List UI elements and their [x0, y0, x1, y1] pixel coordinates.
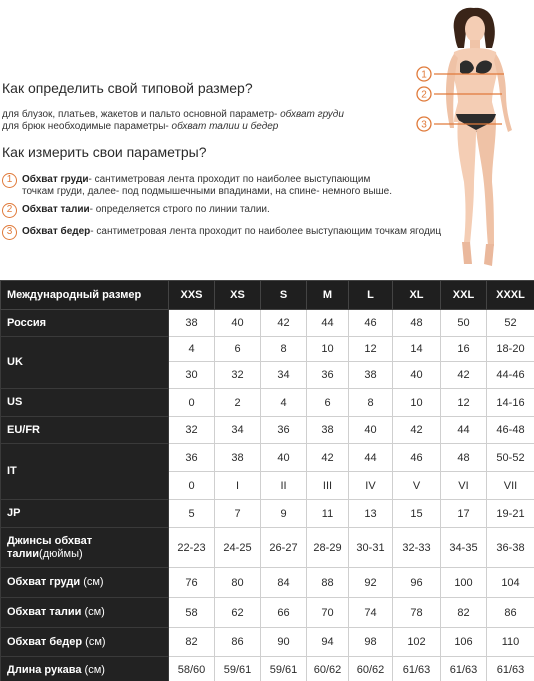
table-cell: 44: [441, 417, 487, 444]
measure-desc-chest: - сантиметровая лента проходит по наиболее выступающим: [88, 174, 371, 185]
table-cell: 44: [307, 310, 349, 337]
number-2-icon: 2: [2, 203, 17, 218]
table-cell: 12: [441, 389, 487, 417]
table-cell: 18-20: [487, 337, 534, 362]
intro-line-2: [2, 121, 278, 133]
intro-emphasis-1: обхват груди: [280, 109, 344, 120]
table-row-hips: [1, 628, 534, 657]
table-row-jeans: [1, 528, 534, 568]
header-size: XXS: [169, 281, 215, 310]
table-cell: 42: [307, 444, 349, 472]
figure-marker-3: 3: [421, 119, 427, 131]
measure-item-hips: [2, 226, 441, 240]
row-label-unit: (см): [83, 576, 104, 588]
table-cell: 76: [169, 568, 215, 598]
table-cell: 48: [441, 444, 487, 472]
table-cell: I: [215, 472, 261, 500]
table-cell: 36: [261, 417, 307, 444]
measure-desc-waist: - определяется строго по линии талии.: [89, 204, 270, 215]
table-cell: 60/62: [349, 657, 393, 681]
figure-marker-2: 2: [421, 89, 427, 101]
intro-emphasis-2: обхват талии и бедер: [171, 121, 279, 132]
table-cell: 17: [441, 500, 487, 528]
table-cell: 58/60: [169, 657, 215, 681]
size-chart-table: [0, 280, 534, 681]
table-cell: 66: [261, 598, 307, 628]
table-cell: 0: [169, 472, 215, 500]
header-size: XXL: [441, 281, 487, 310]
row-label: IT: [1, 444, 169, 500]
intro-line-1: [2, 109, 344, 121]
table-cell: 28-29: [307, 528, 349, 568]
row-label-jeans-2: талии: [7, 547, 40, 560]
table-cell: 38: [349, 362, 393, 389]
table-header-row: [1, 281, 534, 310]
table-cell: 50-52: [487, 444, 534, 472]
table-cell: 9: [261, 500, 307, 528]
table-cell: 12: [349, 337, 393, 362]
table-cell: 78: [393, 598, 441, 628]
table-cell: 6: [307, 389, 349, 417]
measure-title-waist: Обхват талии: [22, 204, 90, 215]
table-cell: 48: [393, 310, 441, 337]
row-label: JP: [1, 500, 169, 528]
measure-text-chest: [22, 174, 392, 198]
table-cell: 50: [441, 310, 487, 337]
woman-figure-illustration: [412, 2, 532, 270]
measure-desc-chest-2: точкам груди, далее- под подмышечными впадинами, на спине- немного выше.: [22, 186, 393, 197]
table-cell: VII: [487, 472, 534, 500]
table-row-waist: [1, 598, 534, 628]
table-cell: 7: [215, 500, 261, 528]
row-label-text: Обхват бедер: [7, 635, 83, 648]
table-cell: 94: [307, 628, 349, 657]
table-cell: 16: [441, 337, 487, 362]
table-cell: 2: [215, 389, 261, 417]
header-size: L: [349, 281, 393, 310]
table-cell: 100: [441, 568, 487, 598]
table-cell: 84: [261, 568, 307, 598]
table-cell: 61/63: [441, 657, 487, 681]
table-row-jp: [1, 500, 534, 528]
table-cell: 34-35: [441, 528, 487, 568]
table-cell: 36-38: [487, 528, 534, 568]
table-cell: 32: [215, 362, 261, 389]
number-3-icon: 3: [2, 225, 17, 240]
table-cell: IV: [349, 472, 393, 500]
table-cell: 38: [169, 310, 215, 337]
table-cell: 34: [215, 417, 261, 444]
table-row-uk-1: [1, 337, 534, 362]
table-cell: 90: [261, 628, 307, 657]
intro-text-2: для брюк необходимые параметры-: [2, 121, 169, 132]
table-cell: 8: [349, 389, 393, 417]
row-label-waist: [1, 598, 169, 628]
intro-text-1: для блузок, платьев, жакетов и пальто основной параметр-: [2, 109, 278, 120]
table-cell: 32-33: [393, 528, 441, 568]
table-cell: 96: [393, 568, 441, 598]
measure-text-waist: [22, 204, 270, 218]
table-cell: 36: [169, 444, 215, 472]
header-size: XS: [215, 281, 261, 310]
heading-how-measure: Как измерить свои параметры?: [2, 144, 207, 160]
table-cell: 11: [307, 500, 349, 528]
table-cell: 40: [261, 444, 307, 472]
table-cell: 44-46: [487, 362, 534, 389]
table-cell: 52: [487, 310, 534, 337]
row-label-jeans: [1, 528, 169, 568]
table-row-sleeve: [1, 657, 534, 681]
table-cell: 42: [393, 417, 441, 444]
table-cell: 5: [169, 500, 215, 528]
table-row-us: [1, 389, 534, 417]
row-label: UK: [1, 337, 169, 389]
table-row-it-1: [1, 444, 534, 472]
table-cell: 10: [307, 337, 349, 362]
table-cell: 26-27: [261, 528, 307, 568]
table-cell: VI: [441, 472, 487, 500]
table-cell: 24-25: [215, 528, 261, 568]
table-cell: 14: [393, 337, 441, 362]
table-cell: 0: [169, 389, 215, 417]
row-label-sleeve: [1, 657, 169, 681]
table-cell: 104: [487, 568, 534, 598]
measure-item-chest: [2, 174, 392, 198]
table-cell: 8: [261, 337, 307, 362]
table-cell: 62: [215, 598, 261, 628]
table-cell: 10: [393, 389, 441, 417]
table-cell: 106: [441, 628, 487, 657]
table-cell: 61/63: [393, 657, 441, 681]
table-cell: III: [307, 472, 349, 500]
table-cell: 59/61: [215, 657, 261, 681]
header-corner: Международный размер: [1, 281, 169, 310]
table-cell: 40: [215, 310, 261, 337]
table-cell: 4: [261, 389, 307, 417]
row-label-text: Обхват груди: [7, 576, 81, 588]
heading-size-define: Как определить свой типовой размер?: [2, 80, 253, 96]
table-cell: 80: [215, 568, 261, 598]
table-cell: 38: [307, 417, 349, 444]
table-cell: 88: [307, 568, 349, 598]
row-label: US: [1, 389, 169, 417]
table-cell: 40: [349, 417, 393, 444]
table-cell: 74: [349, 598, 393, 628]
number-1-icon: 1: [2, 173, 17, 188]
table-cell: 110: [487, 628, 534, 657]
table-cell: 38: [215, 444, 261, 472]
table-cell: 14-16: [487, 389, 534, 417]
table-cell: V: [393, 472, 441, 500]
table-cell: 22-23: [169, 528, 215, 568]
table-cell: 32: [169, 417, 215, 444]
table-cell: 58: [169, 598, 215, 628]
table-cell: 19-21: [487, 500, 534, 528]
row-label-unit: (см): [84, 606, 105, 618]
row-label-text: Длина рукава: [7, 663, 82, 676]
table-cell: 46-48: [487, 417, 534, 444]
table-cell: 61/63: [487, 657, 534, 681]
table-cell: 30-31: [349, 528, 393, 568]
header-size: XXXL: [487, 281, 534, 310]
row-label-chest: [1, 568, 169, 598]
table-cell: 36: [307, 362, 349, 389]
measure-text-hips: [22, 226, 441, 240]
table-cell: 46: [393, 444, 441, 472]
measure-item-waist: [2, 204, 270, 218]
table-cell: 42: [261, 310, 307, 337]
table-cell: 30: [169, 362, 215, 389]
row-label-text: Обхват талии: [7, 606, 82, 618]
table-cell: 82: [169, 628, 215, 657]
table-cell: 82: [441, 598, 487, 628]
header-size: M: [307, 281, 349, 310]
table-cell: 40: [393, 362, 441, 389]
table-cell: 13: [349, 500, 393, 528]
table-cell: 15: [393, 500, 441, 528]
table-cell: 4: [169, 337, 215, 362]
row-label-unit: (дюймы): [39, 547, 83, 560]
measure-title-chest: Обхват груди: [22, 174, 89, 185]
row-label-unit: (см): [85, 635, 106, 648]
row-label: EU/FR: [1, 417, 169, 444]
table-cell: 59/61: [261, 657, 307, 681]
header-size: S: [261, 281, 307, 310]
table-cell: II: [261, 472, 307, 500]
table-row-chest: [1, 568, 534, 598]
table-cell: 98: [349, 628, 393, 657]
table-cell: 70: [307, 598, 349, 628]
table-cell: 92: [349, 568, 393, 598]
table-cell: 86: [215, 628, 261, 657]
row-label-unit: (см): [84, 663, 105, 676]
measure-desc-hips: - сантиметровая лента проходит по наиболее выступающим точкам ягодиц: [90, 226, 442, 237]
table-cell: 44: [349, 444, 393, 472]
table-row-eufr: [1, 417, 534, 444]
table-cell: 34: [261, 362, 307, 389]
measure-title-hips: Обхват бедер: [22, 226, 91, 237]
row-label-jeans-1: Джинсы обхват: [7, 534, 93, 547]
table-cell: 60/62: [307, 657, 349, 681]
table-cell: 102: [393, 628, 441, 657]
table-row-russia: [1, 310, 534, 337]
table-cell: 42: [441, 362, 487, 389]
figure-marker-1: 1: [421, 69, 427, 81]
table-cell: 86: [487, 598, 534, 628]
table-cell: 6: [215, 337, 261, 362]
row-label-hips: [1, 628, 169, 657]
row-label: Россия: [1, 310, 169, 337]
header-size: XL: [393, 281, 441, 310]
table-cell: 46: [349, 310, 393, 337]
